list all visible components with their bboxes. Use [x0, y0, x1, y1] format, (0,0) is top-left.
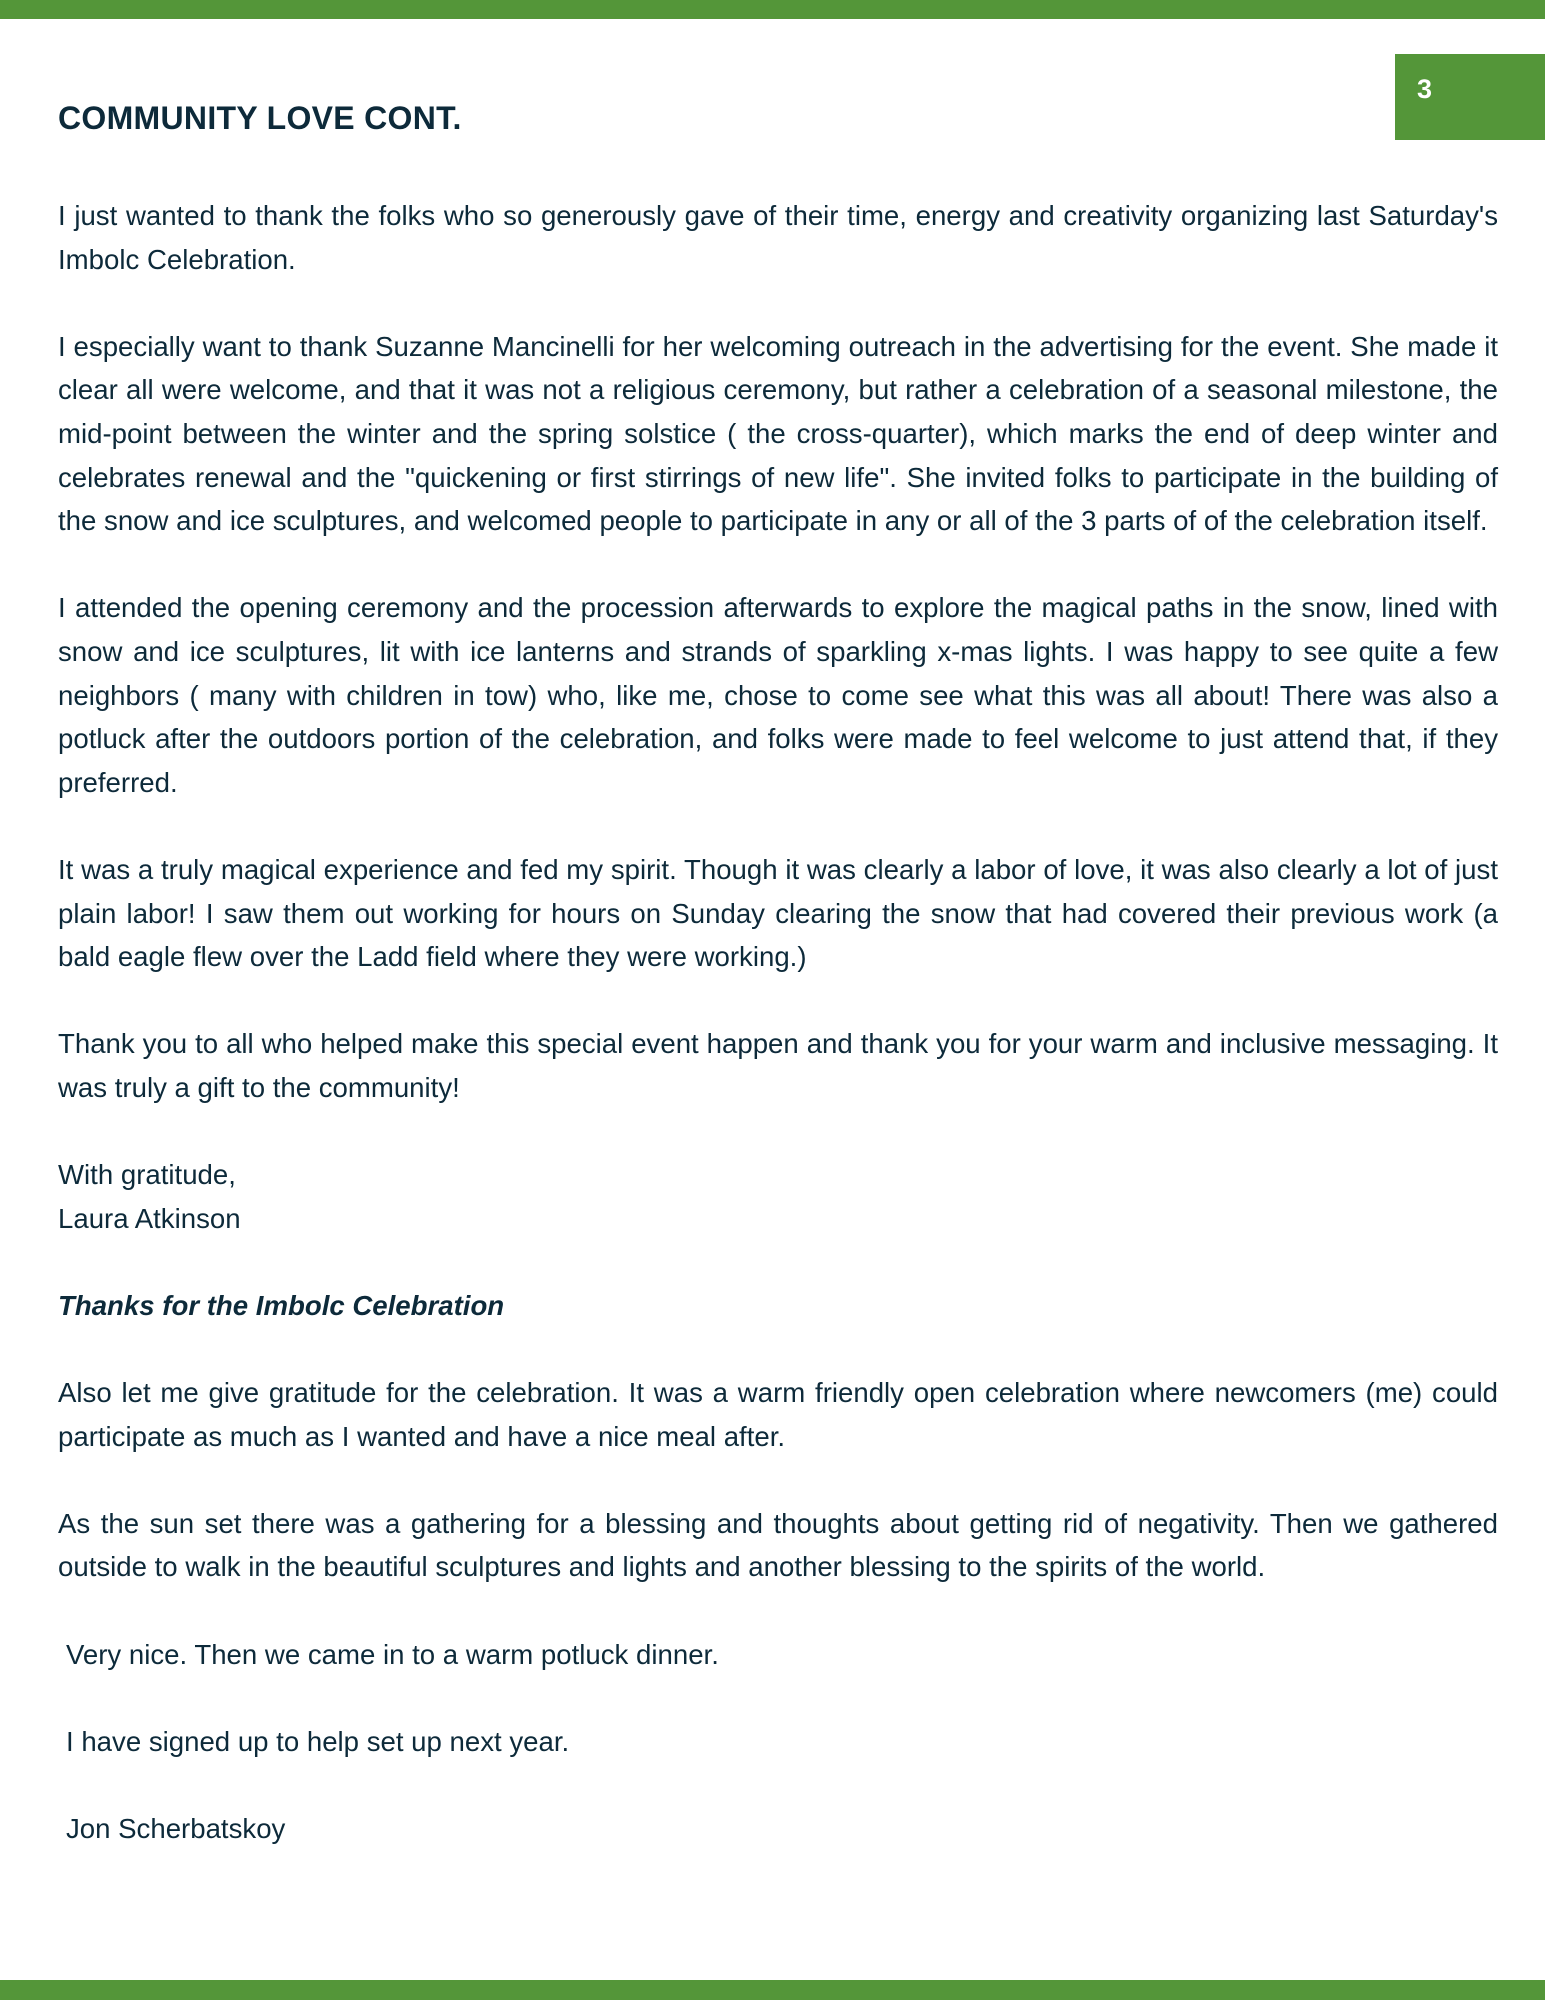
letter1-closing: With gratitude,: [58, 1159, 236, 1191]
letter2-paragraph-1: Also let me give gratitude for the celebration. It was a warm friendly open celebration where newcomers (me) could participate as much as I wanted and have a nice meal after.: [58, 1377, 1498, 1452]
letter1-paragraph-1: I just wanted to thank the folks who so generously gave of their time, energy and creativity organizing last Saturday's Imbolc Celebration.: [58, 200, 1498, 275]
letter2-paragraph-3: Very nice. Then we came in to a warm potluck dinner.: [66, 1638, 719, 1670]
letter1-paragraph-2: I especially want to thank Suzanne Mancinelli for her welcoming outreach in the advertising for the event. She made it clear all were welcome, and that it was not a religious ceremony, but rather a celebration of a seasonal milestone, the mid-point between the winter and the spring solstice ( the cross-quarter), which marks the end of deep winter and celebrates renewal and the "quickening or first stirrings of new life". She invited folks to participate in the building of the snow and ice sculptures, and welcomed people to participate in any or all of the 3 parts of of the celebration itself.: [58, 330, 1498, 537]
letter1-signature: Laura Atkinson: [58, 1202, 241, 1234]
letter1-paragraph-3: I attended the opening ceremony and the procession afterwards to explore the magical paths in the snow, lined with snow and ice sculptures, lit with ice lanterns and strands of sparkling x-mas lights. I was happy to see quite a few neighbors ( many with children in tow) who, like me, chose to come see what this was all about! There was also a potluck after the outdoors portion of the celebration, and folks were made to feel welcome to just attend that, if they preferred.: [58, 592, 1498, 798]
bottom-accent-bar: [0, 1980, 1545, 2000]
letter2-paragraph-2: As the sun set there was a gathering for a blessing and thoughts about getting rid of negativity. Then we gathered outside to walk in the beautiful sculptures and lights and another blessing to the spirits of the world.: [58, 1507, 1498, 1583]
letter2-paragraph-4: I have signed up to help set up next year.: [66, 1725, 570, 1757]
article-body: [58, 194, 1498, 1894]
top-accent-bar: [0, 0, 1545, 19]
letter1-paragraph-4: It was a truly magical experience and fed my spirit. Though it was clearly a labor of love, it was also clearly a lot of just plain labor! I saw them out working for hours on Sunday clearing the snow that had covered their previous work (a bald eagle flew over the Ladd field where they were working.): [58, 853, 1498, 973]
letter-laura-atkinson: [58, 194, 1498, 1240]
page-heading: COMMUNITY LOVE CONT.: [58, 100, 462, 136]
letter2-signature: Jon Scherbatskoy: [66, 1812, 286, 1844]
letter2-title: Thanks for the Imbolc Celebration: [58, 1289, 505, 1321]
letter-jon-scherbatskoy: [58, 1284, 1498, 1851]
page-number-badge: [1395, 54, 1545, 140]
letter1-paragraph-5: Thank you to all who helped make this special event happen and thank you for your warm and inclusive messaging. It was truly a gift to the community!: [58, 1028, 1498, 1103]
page-number: 3: [1417, 74, 1433, 104]
